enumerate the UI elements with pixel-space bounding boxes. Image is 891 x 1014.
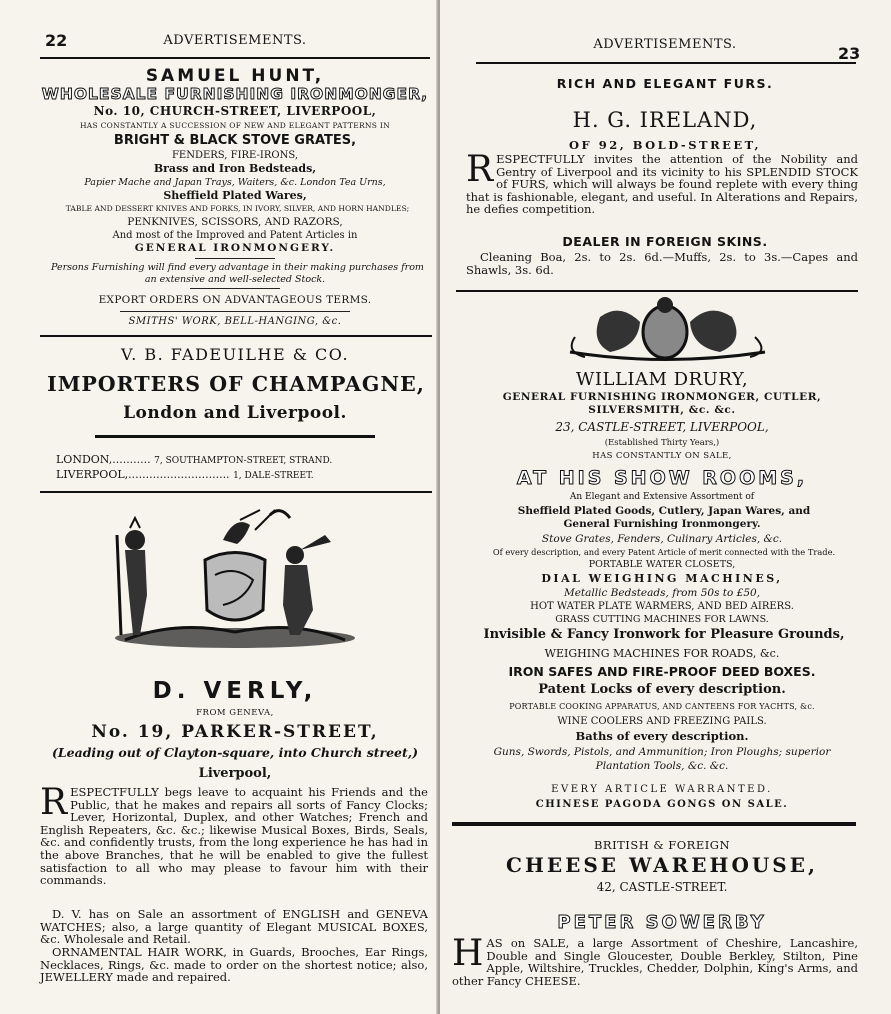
cheese-sowerby: PETER SOWERBY — [557, 912, 767, 933]
drury-constantly: HAS CONSTANTLY ON SALE, — [592, 451, 732, 461]
royal-arms-engraving — [560, 297, 775, 367]
hunt-note: HAS CONSTANTLY A SUCCESSION OF NEW AND ELEGANT PATTERNS IN — [79, 121, 391, 130]
hunt-sheffield: Sheffield Plated Wares, — [163, 189, 307, 202]
drury-name: WILLIAM DRURY, — [575, 369, 749, 390]
hunt-squiggle — [195, 258, 275, 259]
hunt-bedsteads: Brass and Iron Bedsteads, — [153, 162, 317, 175]
cheese-body-text: AS on SALE, a large Assortment of Cheshire, Lancashire, Double and Single Gloucester, Double Berkley, Stilton, Pine Apple, Wiltshire, Truckles, Chedder, Dolphin, King's Arms, and other Fancy CHEESE. — [452, 936, 858, 988]
fadeuilhe-cities: London and Liverpool. — [123, 403, 347, 423]
hunt-export: EXPORT ORDERS ON ADVANTAGEOUS TERMS. — [98, 294, 372, 306]
hunt-trade: WHOLESALE FURNISHING IRONMONGER, — [41, 85, 429, 103]
coat-of-arms-engraving — [95, 500, 375, 650]
section-rule-4 — [452, 822, 856, 826]
drury-chinese-gongs: CHINESE PAGODA GONGS ON SALE. — [535, 799, 789, 810]
ireland-name: H. G. IRELAND, — [572, 108, 758, 132]
hunt-penknives: PENKNIVES, SCISSORS, AND RAZORS, — [127, 216, 343, 228]
fadeuilhe-name: V. B. FADEUILHE & CO. — [120, 345, 350, 364]
left-page — [0, 0, 440, 1014]
fadeuilhe-liverpool-row — [56, 468, 426, 481]
liverpool-dots: ............................. — [128, 468, 230, 481]
cheese-warehouse: CHEESE WAREHOUSE, — [506, 853, 818, 877]
verly-body-3: ORNAMENTAL HAIR WORK, in Guards, Brooches, Ear Rings, Necklaces, Rings, &c. made to order on the shortest notice; also, JEWELLERY made and repaired. — [40, 945, 428, 985]
fadeuilhe-london-row — [56, 453, 426, 466]
hunt-persons-2: an extensive and well-selected Stock. — [144, 274, 326, 285]
drury-stove: Stove Grates, Fenders, Culinary Articles, &c. — [541, 533, 783, 545]
drury-every: Of every description, and every Patent Article of merit connected with the Trade. — [492, 547, 836, 557]
drury-dial: DIAL WEIGHING MACHINES, — [541, 572, 783, 585]
verly-name: D. VERLY, — [152, 678, 318, 704]
hunt-address: No. 10, CHURCH-STREET, LIVERPOOL, — [93, 104, 377, 118]
drury-trade-2: SILVERSMITH, &c. &c. — [588, 404, 736, 416]
drury-closets: PORTABLE WATER CLOSETS, — [588, 559, 736, 570]
drury-baths: Baths of every description. — [575, 729, 749, 743]
liverpool-label: LIVERPOOL, — [56, 468, 129, 481]
ireland-cleaning: Cleaning Boa, 2s. to 2s. 6d.—Muffs, 2s. to 3s.—Capes and Shawls, 3s. 6d. — [466, 250, 858, 277]
cheese-body — [452, 933, 858, 988]
hunt-general: GENERAL IRONMONGERY. — [134, 242, 336, 254]
page-number-left: 22 — [45, 31, 68, 50]
drury-weighing: WEIGHING MACHINES FOR ROADS, &c. — [544, 647, 780, 660]
hunt-inner-rule — [120, 311, 350, 312]
verly-dropcap: R — [40, 782, 68, 823]
header-right: ADVERTISEMENTS. — [593, 37, 737, 52]
drury-sheffield-2: General Furnishing Ironmongery. — [563, 518, 761, 530]
section-rule-3 — [456, 290, 858, 292]
header-rule-right — [476, 62, 856, 64]
verly-leading: (Leading out of Clayton-square, into Church street,) — [51, 745, 419, 760]
drury-warranted: EVERY ARTICLE WARRANTED. — [551, 784, 773, 795]
drury-iron-safes: IRON SAFES AND FIRE-PROOF DEED BOXES. — [508, 664, 816, 679]
drury-portable: PORTABLE COOKING APPARATUS, AND CANTEENS FOR YACHTS, &c. — [509, 702, 815, 711]
cheese-address: 42, CASTLE-STREET. — [596, 880, 728, 894]
hunt-grates: BRIGHT & BLACK STOVE GRATES, — [113, 133, 357, 148]
verly-body-1-text: ESPECTFULLY begs leave to acquaint his Friends and the Public, that he makes and repairs all sorts of Fancy Clocks; Lever, Horizontal, Duplex, and other Watches; French and English Repeaters, &c. &c.; likewise Musical Boxes, Birds, Seals, &c. and confidently trusts, from the long experience he has had in the above Branches, that he will be enabled to give the fullest satisfaction to all who may please to favour him with their commands. — [40, 785, 428, 888]
london-address: 7, SOUTHAMPTON-STREET, STRAND. — [154, 456, 333, 466]
drury-guns: Guns, Swords, Pistols, and Ammunition; Iron Ploughs; superior — [493, 746, 831, 758]
liverpool-address: 1, DALE-STREET. — [233, 471, 314, 481]
ireland-dropcap: R — [466, 149, 494, 190]
drury-grass: GRASS CUTTING MACHINES FOR LAWNS. — [555, 614, 769, 625]
drury-metallic: Metallic Bedsteads, from 50s to £50, — [563, 587, 761, 599]
verly-body-1 — [40, 782, 428, 888]
verly-from: FROM GENEVA, — [196, 708, 274, 718]
hunt-squiggle-2 — [190, 288, 280, 289]
fadeuilhe-importers: IMPORTERS OF CHAMPAGNE, — [47, 372, 425, 396]
drury-sheffield-1: Sheffield Plated Goods, Cutlery, Japan Wares, and — [517, 505, 811, 517]
drury-wine: WINE COOLERS AND FREEZING PAILS. — [557, 716, 767, 727]
header-left: ADVERTISEMENTS. — [163, 33, 307, 48]
ireland-address: OF 92, BOLD-STREET, — [569, 138, 761, 152]
drury-show-rooms: AT HIS SHOW ROOMS, — [516, 467, 808, 489]
drury-established: (Established Thirty Years,) — [604, 438, 720, 448]
ireland-body — [466, 149, 858, 217]
hunt-papier: Papier Mache and Japan Trays, Waiters, &c. London Tea Urns, — [84, 177, 386, 188]
ireland-furs: RICH AND ELEGANT FURS. — [556, 76, 774, 91]
hunt-fenders: FENDERS, FIRE-IRONS, — [171, 150, 299, 161]
ireland-dealer: DEALER IN FOREIGN SKINS. — [562, 234, 768, 249]
hunt-name: SAMUEL HUNT, — [145, 66, 325, 86]
right-page — [440, 0, 891, 1014]
verly-body-2: D. V. has on Sale an assortment of ENGLISH and GENEVA WATCHES; also, a large quantity of Elegant MUSICAL BOXES, &c. Wholesale and Retail. — [40, 907, 428, 947]
page-number-right: 23 — [838, 44, 861, 63]
hunt-persons-1: Persons Furnishing will find every advantage in their making purchases from — [51, 262, 424, 273]
section-rule-2 — [40, 491, 432, 493]
cheese-british: BRITISH & FOREIGN — [593, 838, 731, 852]
drury-elegant: An Elegant and Extensive Assortment of — [569, 492, 755, 502]
drury-plantation: Plantation Tools, &c. &c. — [595, 760, 729, 772]
drury-address: 23, CASTLE-STREET, LIVERPOOL, — [555, 420, 769, 434]
hunt-improved: And most of the Improved and Patent Articles in — [112, 230, 358, 241]
cheese-dropcap: H — [452, 933, 484, 974]
hunt-smiths: SMITHS' WORK, BELL-HANGING, &c. — [128, 316, 342, 327]
section-rule-1 — [40, 335, 432, 337]
hunt-table-knives: TABLE AND DESSERT KNIVES AND FORKS, IN IVORY, SILVER, AND HORN HANDLES; — [65, 204, 410, 213]
drury-trade-1: GENERAL FURNISHING IRONMONGER, CUTLER, — [502, 391, 822, 403]
verly-address: No. 19, PARKER-STREET, — [91, 722, 379, 742]
verly-city: Liverpool, — [198, 766, 272, 781]
header-rule-left — [40, 57, 430, 59]
fadeuilhe-rule — [95, 435, 375, 438]
drury-hot-water: HOT WATER PLATE WARMERS, AND BED AIRERS. — [530, 601, 794, 612]
ireland-body-text: ESPECTFULLY invites the attention of the Nobility and Gentry of Liverpool and its vicinity to his SPLENDID STOCK of FURS, which will always be found replete with every thing that is fashionable, elegant, and useful. In Alterations and Repairs, he defies competition. — [466, 152, 858, 217]
drury-invisible: Invisible & Fancy Ironwork for Pleasure Grounds, — [483, 627, 845, 642]
london-label: LONDON, — [56, 453, 113, 466]
london-dots: ........... — [112, 453, 151, 466]
drury-patent-locks: Patent Locks of every description. — [538, 682, 786, 697]
